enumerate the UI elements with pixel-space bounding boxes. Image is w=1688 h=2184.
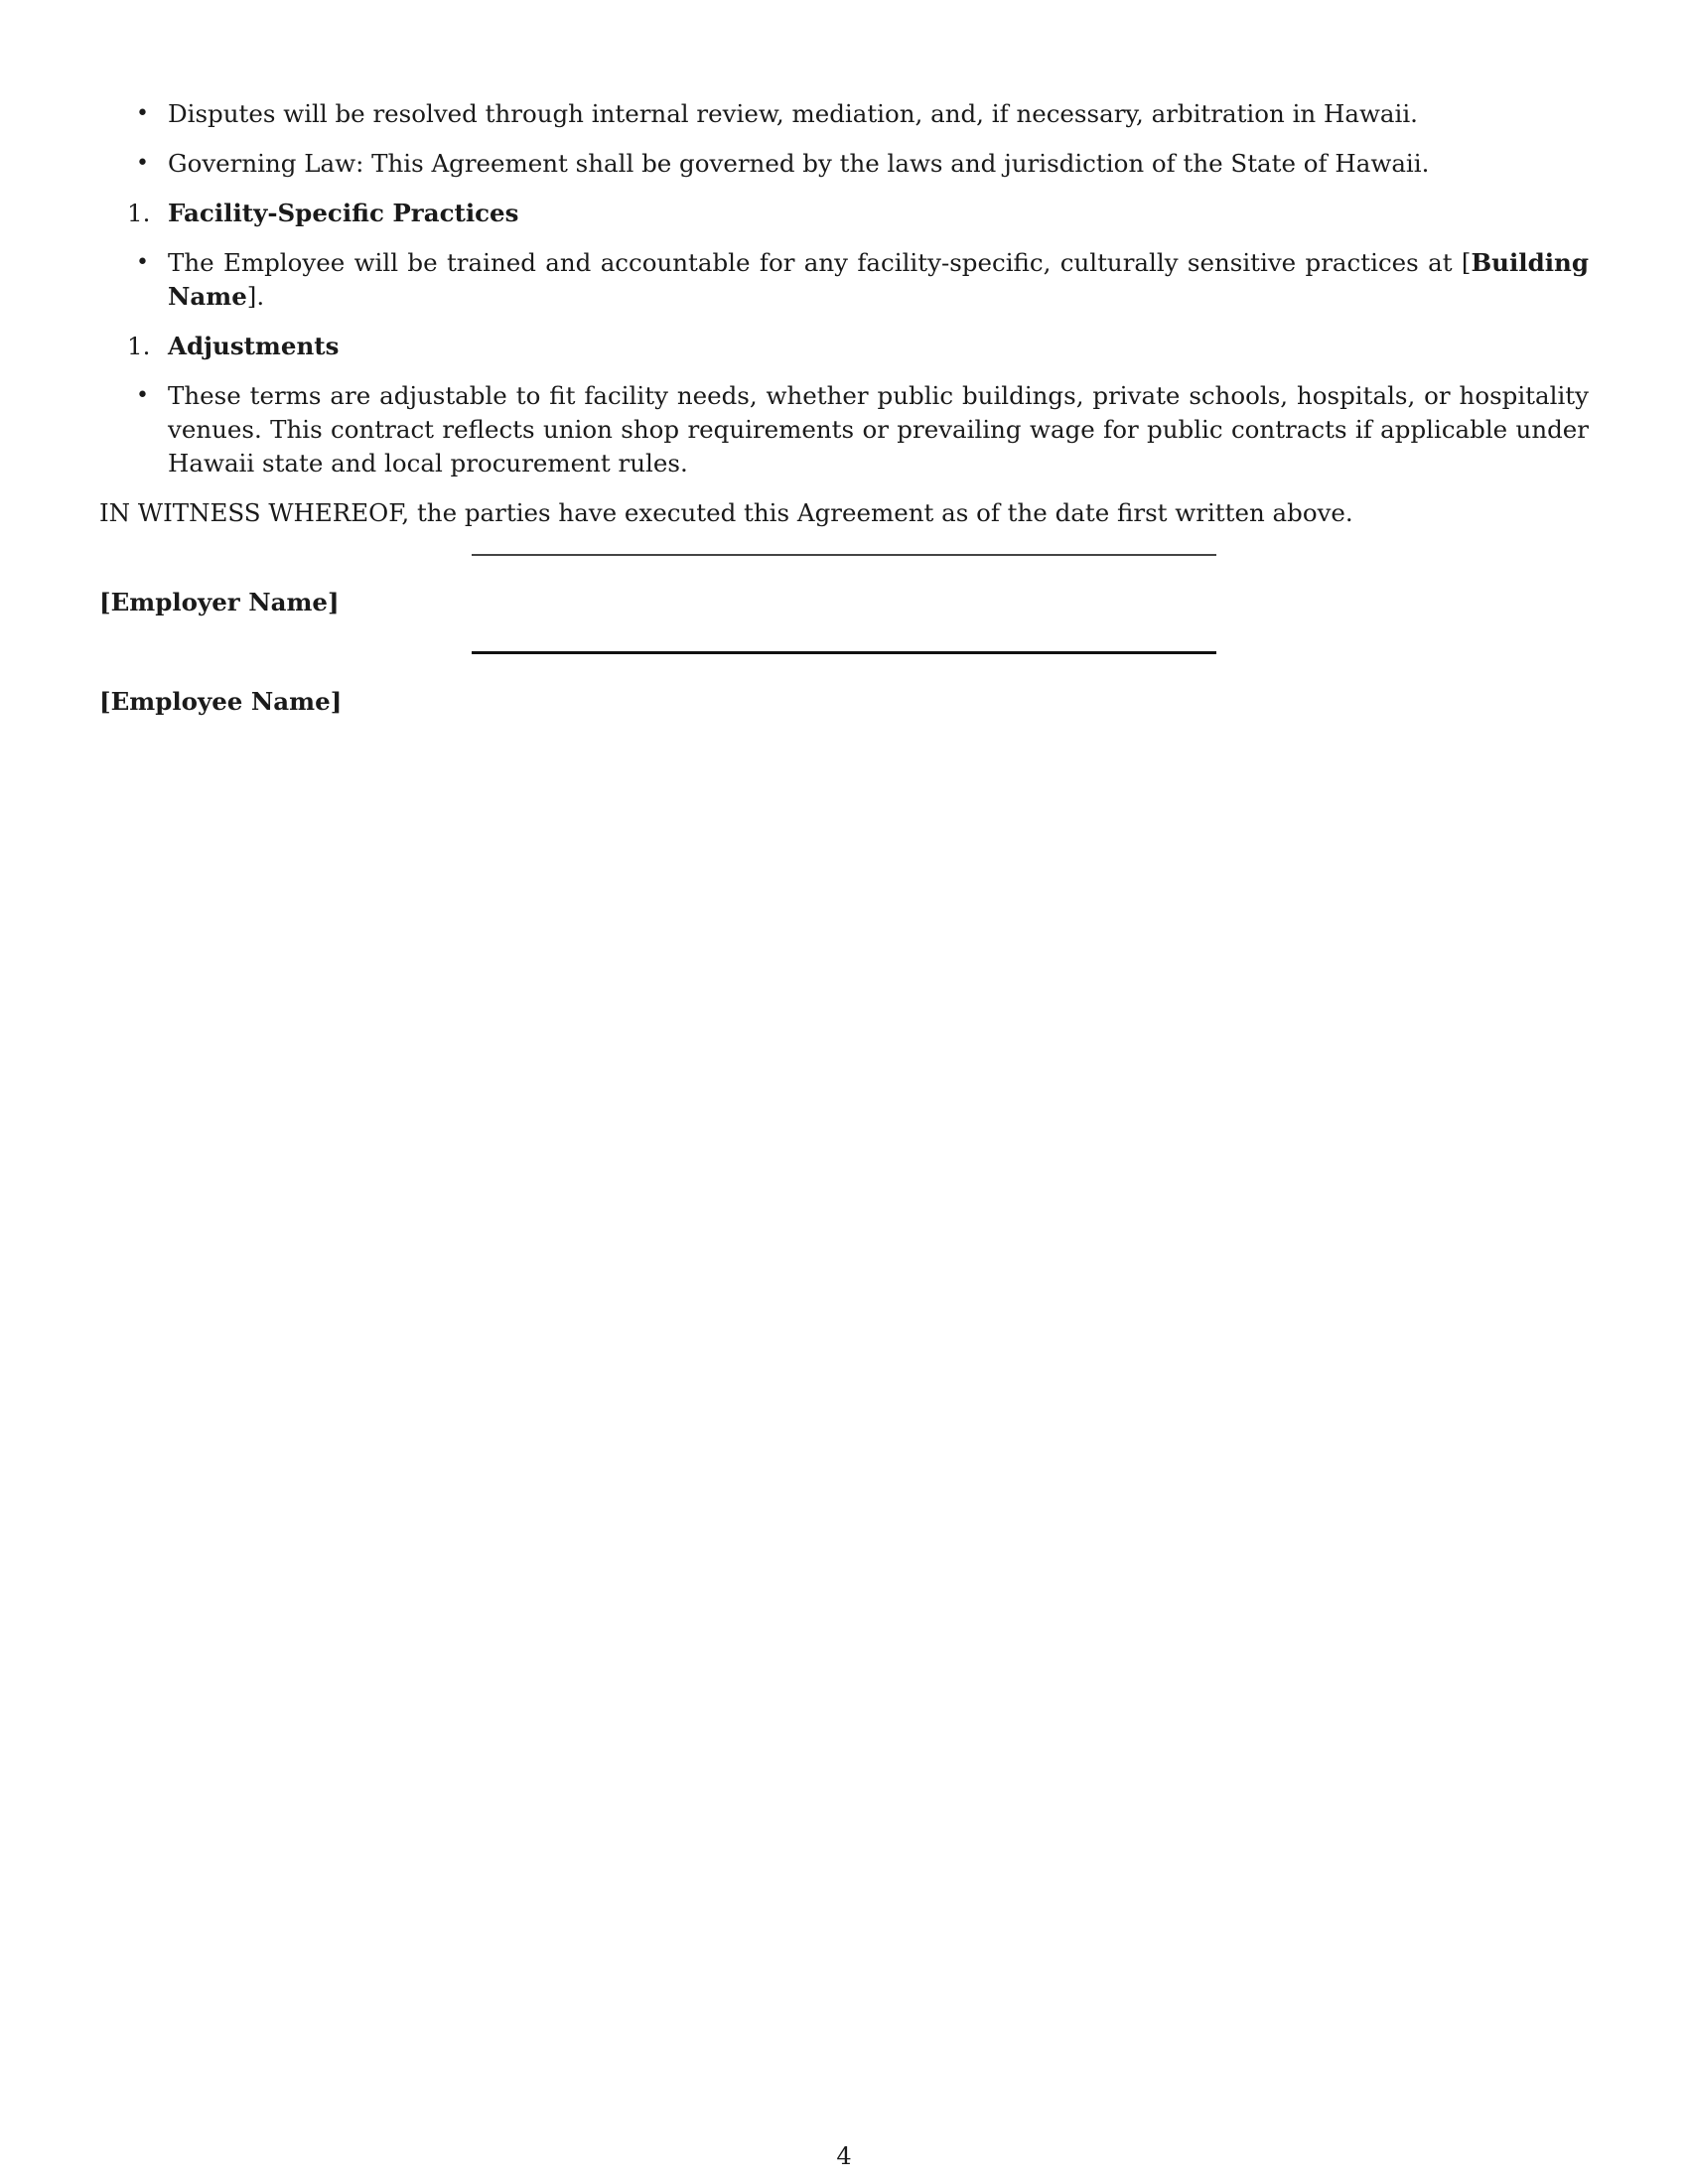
- building-name-placeholder: Building Name: [168, 248, 1589, 311]
- list-item: [99, 246, 1589, 314]
- bullet-marker: •: [136, 151, 149, 176]
- section-number: 1.: [127, 332, 151, 360]
- employee-name: [Employee Name]: [99, 687, 343, 716]
- document-page: [99, 97, 1589, 729]
- bullet-marker: •: [136, 383, 149, 408]
- list-item: [99, 147, 1589, 181]
- employee-signature-line: [472, 651, 1216, 654]
- witness-statement: IN WITNESS WHEREOF, the parties have executed this Agreement as of the date first written above.: [99, 498, 1353, 527]
- governing-law-text: Governing Law: This Agreement shall be governed by the laws and jurisdiction of the State of Hawaii.: [168, 149, 1430, 178]
- disputes-text: Disputes will be resolved through internal review, mediation, and, if necessary, arbitration in Hawaii.: [168, 99, 1418, 128]
- section-title: Facility-Specific Practices: [168, 199, 519, 227]
- section-number: 1.: [127, 199, 151, 227]
- employee-signature-block: [99, 629, 1589, 729]
- bullet-marker: •: [136, 250, 149, 275]
- adjustments-text: These terms are adjustable to fit facility needs, whether public buildings, private schools, hospitals, or hospitality venues. This contract reflects union shop requirements or prevailing wage for public contracts if applicable under Hawaii state and local procurement rules.: [168, 381, 1589, 478]
- employer-signature-line: [472, 554, 1216, 556]
- list-item: [99, 379, 1589, 480]
- page-number: 4: [836, 2142, 852, 2170]
- employer-signature-block: [99, 530, 1589, 629]
- facility-text-suffix: ].: [246, 282, 265, 311]
- bullet-marker: •: [136, 101, 149, 126]
- facility-text-prefix: The Employee will be trained and accountable for any facility-specific, culturally sensitive practices at [: [168, 248, 1472, 277]
- section-title: Adjustments: [168, 332, 340, 360]
- list-item: [99, 97, 1589, 131]
- section-heading-facility: [99, 197, 1589, 230]
- employer-name: [Employer Name]: [99, 588, 340, 616]
- section-heading-adjustments: [99, 330, 1589, 363]
